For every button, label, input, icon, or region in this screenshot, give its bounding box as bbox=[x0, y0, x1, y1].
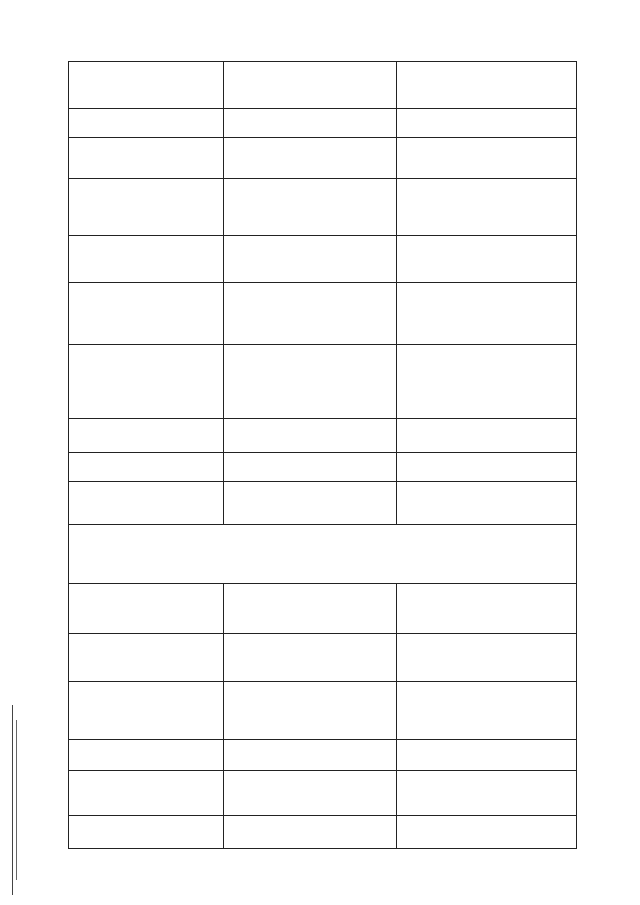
section-title bbox=[69, 525, 577, 584]
table-row bbox=[69, 453, 577, 482]
note-cell bbox=[397, 453, 577, 482]
table-row bbox=[69, 109, 577, 138]
note-cell bbox=[397, 179, 577, 236]
object-name-cell bbox=[69, 179, 224, 236]
note-cell bbox=[397, 634, 577, 682]
object-name-cell bbox=[69, 482, 224, 525]
table-row bbox=[69, 682, 577, 740]
table-row bbox=[69, 771, 577, 816]
category-cell bbox=[224, 453, 397, 482]
category-cell bbox=[224, 482, 397, 525]
object-name-cell bbox=[69, 419, 224, 453]
note-cell bbox=[397, 138, 577, 179]
note-cell bbox=[397, 345, 577, 419]
object-name-cell bbox=[69, 236, 224, 283]
note-cell bbox=[397, 236, 577, 283]
category-table bbox=[68, 61, 577, 849]
object-name-cell bbox=[69, 453, 224, 482]
table-row bbox=[69, 236, 577, 283]
note-cell bbox=[397, 482, 577, 525]
category-cell bbox=[224, 816, 397, 849]
category-cell bbox=[224, 345, 397, 419]
table-row bbox=[69, 816, 577, 849]
category-cell bbox=[224, 584, 397, 634]
note-cell bbox=[397, 584, 577, 634]
object-name-cell bbox=[69, 634, 224, 682]
margin-line bbox=[12, 705, 13, 895]
category-cell bbox=[224, 62, 397, 109]
table-row bbox=[69, 179, 577, 236]
section-row bbox=[69, 525, 577, 584]
category-cell bbox=[224, 634, 397, 682]
object-name-cell bbox=[69, 345, 224, 419]
table-row bbox=[69, 138, 577, 179]
category-cell bbox=[224, 419, 397, 453]
category-cell bbox=[224, 740, 397, 771]
note-cell bbox=[397, 419, 577, 453]
table-row bbox=[69, 62, 577, 109]
category-cell bbox=[224, 138, 397, 179]
object-name-cell bbox=[69, 682, 224, 740]
table-row bbox=[69, 283, 577, 345]
object-name-cell bbox=[69, 771, 224, 816]
object-name-cell bbox=[69, 740, 224, 771]
table-row bbox=[69, 482, 577, 525]
category-cell bbox=[224, 236, 397, 283]
note-cell bbox=[397, 816, 577, 849]
note-cell bbox=[397, 283, 577, 345]
category-cell bbox=[224, 109, 397, 138]
object-name-cell bbox=[69, 283, 224, 345]
object-name-cell bbox=[69, 816, 224, 849]
category-cell bbox=[224, 682, 397, 740]
object-name-cell bbox=[69, 62, 224, 109]
table-row bbox=[69, 740, 577, 771]
category-cell bbox=[224, 283, 397, 345]
object-name-cell bbox=[69, 109, 224, 138]
note-cell bbox=[397, 62, 577, 109]
table-row bbox=[69, 419, 577, 453]
object-name-cell bbox=[69, 584, 224, 634]
note-cell bbox=[397, 682, 577, 740]
category-cell bbox=[224, 771, 397, 816]
object-name-cell bbox=[69, 138, 224, 179]
note-cell bbox=[397, 109, 577, 138]
table-row bbox=[69, 345, 577, 419]
category-cell bbox=[224, 179, 397, 236]
table-row bbox=[69, 584, 577, 634]
note-cell bbox=[397, 771, 577, 816]
table-row bbox=[69, 634, 577, 682]
note-cell bbox=[397, 740, 577, 771]
margin-line-inner bbox=[16, 720, 17, 880]
